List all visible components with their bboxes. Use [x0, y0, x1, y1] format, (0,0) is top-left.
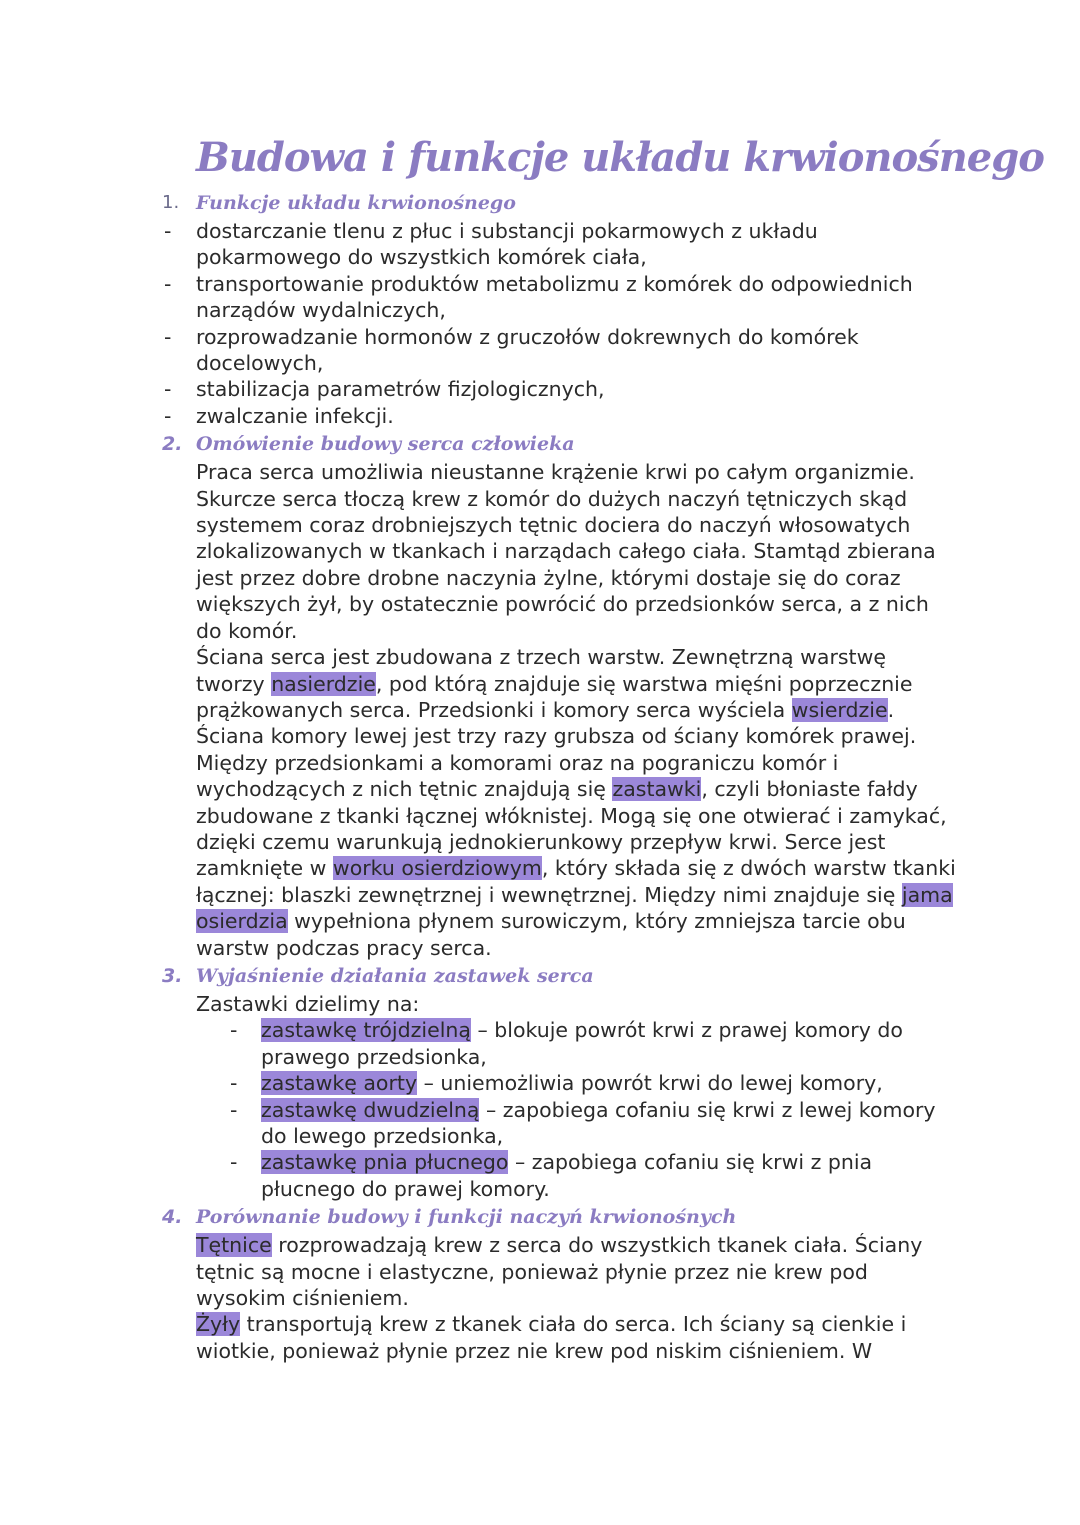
list-item — [160, 376, 960, 402]
section-heading-1 — [160, 188, 960, 218]
section-number: 1. — [162, 192, 180, 213]
dash-bullet: - — [164, 219, 172, 243]
paragraph: Praca serca umożliwia nieustanne krążenie krwi po całym organizmie. Skurcze serca tłoczą krew z komór do dużych naczyń tętniczych skąd systemem coraz drobniejszych tętnic dociera do naczyń włosowatych zlokalizowanych w tkankach i narządach całego ciała. Stamtąd zbierana jest przez dobre drobne naczynia żylne, którymi dostaje się do coraz większych żył, by ostatecznie powrócić do przedsionków serca, a z nich do komór. — [196, 460, 936, 643]
text-run: – zapobiega cofaniu się krwi z pnia płucnego do prawej komory. — [261, 1150, 873, 1201]
dash-bullet: - — [164, 271, 172, 296]
highlighted-term: Tętnice — [196, 1233, 272, 1258]
dash-bullet: - — [230, 1018, 238, 1043]
list-item-text: stabilizacja parametrów fizjologicznych, — [196, 377, 605, 402]
list-item — [160, 1070, 960, 1096]
text-run: . Ściana komory lewej jest trzy razy grubsza od ściany komórek prawej. Między przedsionkami a komorami oraz na pograniczu komór i wychodzących z nich tętnic znajdują się — [196, 697, 917, 802]
text-run: – uniemożliwia powrót krwi do lewej komory, — [417, 1071, 883, 1096]
highlighted-term: zastawkę trójdzielną — [261, 1018, 471, 1043]
list-item-text: zwalczanie infekcji. — [196, 403, 394, 428]
text-run: Ściana serca jest zbudowana z trzech warstw. Zewnętrzną warstwę tworzy — [196, 645, 886, 696]
highlighted-term: zastawkę dwudzielną — [261, 1097, 480, 1122]
list-item — [160, 218, 960, 271]
list-item — [160, 271, 960, 324]
text-run: – blokuje powrót krwi z prawej komory do prawego przedsionka, — [261, 1018, 903, 1069]
text-run: transportują krew z tkanek ciała do serca. Ich ściany są cienkie i wiotkie, ponieważ płynie przez nie krew pod niskim ciśnieniem. W — [196, 1312, 907, 1363]
list-item — [160, 1017, 960, 1070]
highlighted-term: worku osierdziowym — [332, 856, 542, 881]
list-item-text: dostarczanie tlenu z płuc i substancji pokarmowych z układu pokarmowego do wszystkich komórek ciała, — [196, 219, 818, 270]
section-heading-text: Funkcje układu krwionośnego — [196, 192, 516, 214]
list-item — [160, 403, 960, 429]
text-run: – zapobiega cofaniu się krwi z lewej komory do lewego przedsionka, — [261, 1097, 936, 1148]
document-content — [160, 188, 960, 1364]
section-number: 3. — [162, 964, 183, 987]
list-item-text: rozprowadzanie hormonów z gruczołów dokrewnych do komórek docelowych, — [196, 324, 859, 376]
section-number: 4. — [162, 1206, 183, 1229]
text-run: , pod którą znajduje się warstwa mięśni poprzecznie prążkowanych serca. Przedsionki i komory serca wyściela — [196, 671, 913, 722]
document-title: Budowa i funkcje układu krwionośnego — [196, 134, 1044, 181]
dash-bullet: - — [230, 1150, 238, 1175]
highlighted-term: nasierdzie — [271, 671, 376, 696]
text-run: , który składa się z dwóch warstw tkanki łącznej: blaszki zewnętrznej i wewnętrznej. Między nimi znajduje się — [196, 856, 956, 907]
section-heading-text: Wyjaśnienie działania zastawek serca — [196, 964, 594, 987]
dash-bullet: - — [164, 403, 172, 428]
highlighted-term: Żyły — [196, 1312, 241, 1337]
section-heading-text: Omówienie budowy serca człowieka — [196, 433, 575, 456]
highlighted-term: zastawkę aorty — [261, 1071, 418, 1096]
text-run: , czyli błoniaste fałdy zbudowane z tkanki łącznej włóknistej. Mogą się one otwierać i zamykać, dzięki czemu warunkują jednokierunkowy przepływ krwi. Serce jest zamknięte w — [196, 777, 947, 881]
section-heading-3 — [160, 961, 960, 991]
list-item — [160, 1149, 960, 1202]
highlighted-term: jama osierdzia — [196, 882, 953, 934]
paragraph — [160, 1311, 960, 1364]
list-item — [160, 1097, 960, 1150]
dash-bullet: - — [164, 324, 172, 349]
highlighted-term: zastawkę pnia płucnego — [261, 1150, 509, 1175]
section-number: 2. — [162, 433, 183, 456]
section-heading-text: Porównanie budowy i funkcji naczyń krwionośnych — [196, 1206, 737, 1229]
list-item — [160, 324, 960, 377]
highlighted-term: wsierdzie — [791, 697, 888, 722]
text-run: wypełniona płynem surowiczym, który zmniejsza tarcie obu warstw podczas pracy serca. — [196, 909, 906, 960]
dash-bullet: - — [230, 1097, 238, 1122]
paragraph — [160, 1232, 960, 1311]
highlighted-term: zastawki — [612, 777, 702, 802]
dash-bullet: - — [164, 377, 172, 402]
dash-bullet: - — [230, 1071, 238, 1096]
paragraph: Zastawki dzielimy na: — [196, 991, 420, 1016]
list-item-text: transportowanie produktów metabolizmu z komórek do odpowiednich narządów wydalniczych, — [196, 271, 913, 323]
section-heading-4 — [160, 1202, 960, 1232]
section-heading-2 — [160, 429, 960, 459]
paragraph — [160, 644, 960, 961]
text-run: rozprowadzają krew z serca do wszystkich tkanek ciała. Ściany tętnic są mocne i elastyczne, ponieważ płynie przez nie krew pod wysokim ciśnieniem. — [196, 1233, 923, 1311]
